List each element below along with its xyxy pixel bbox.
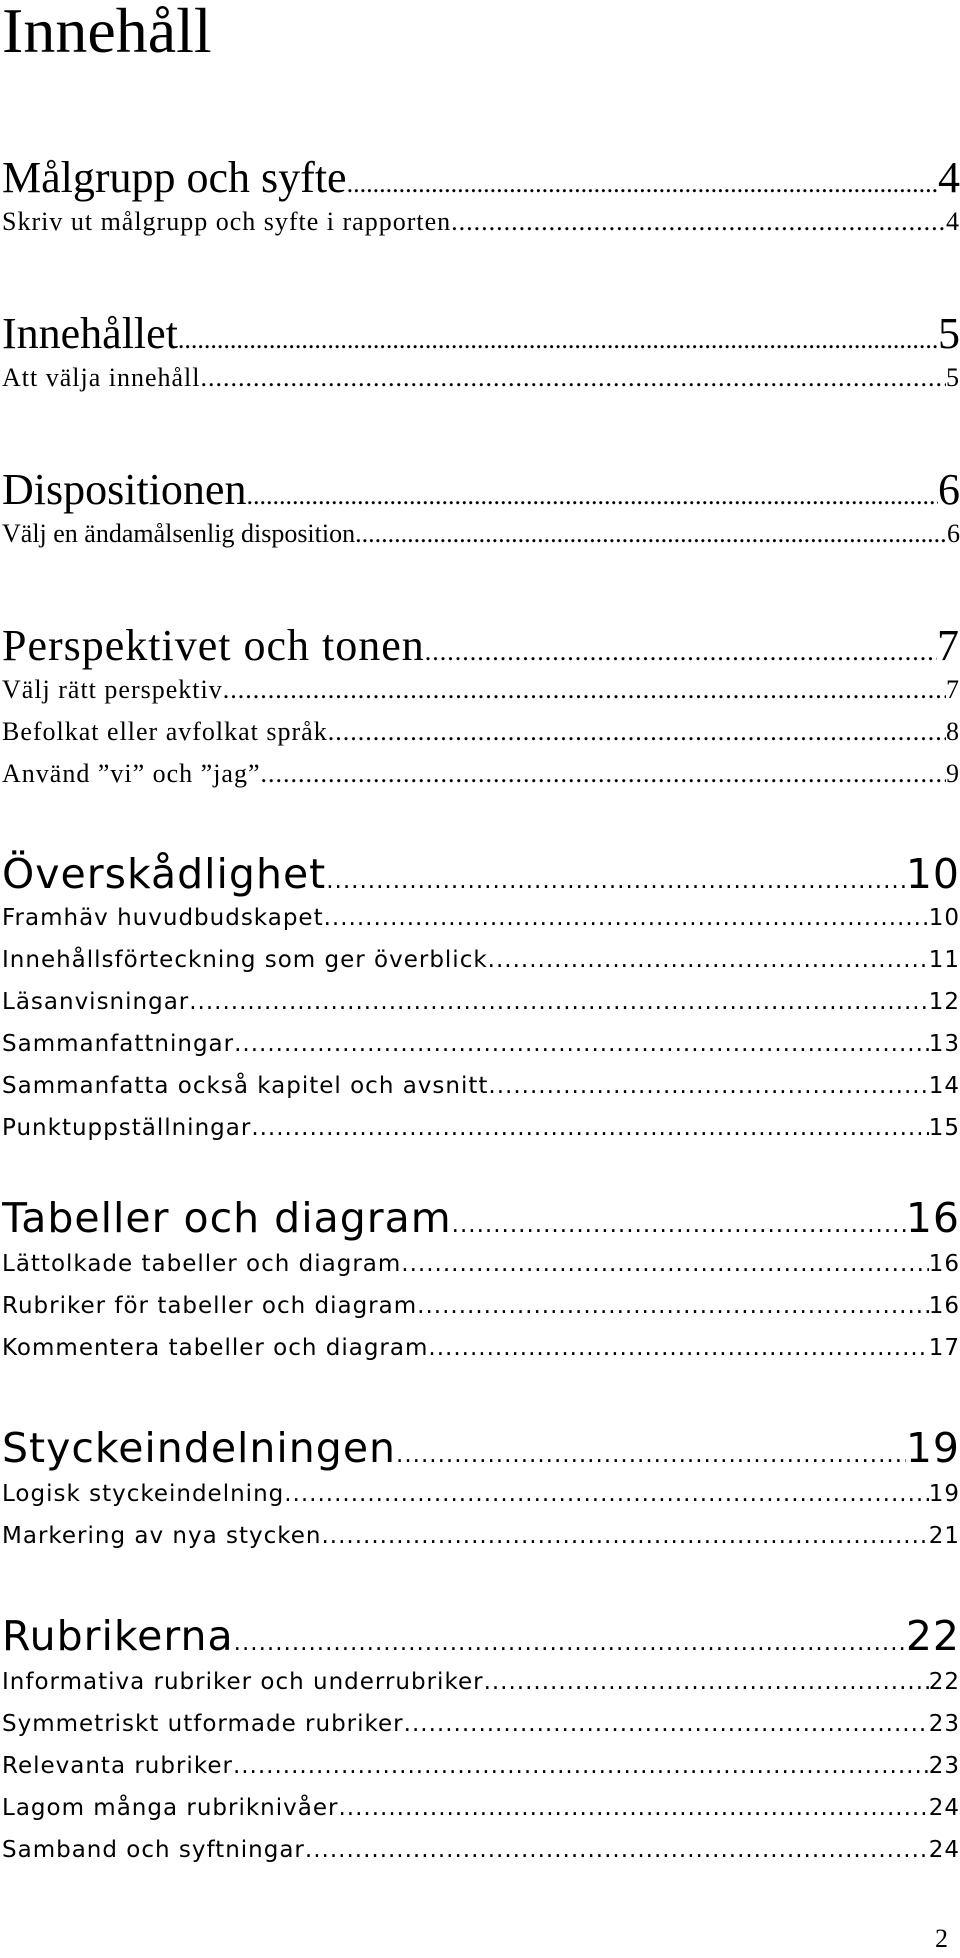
- toc-page-number: 13: [928, 1031, 960, 1057]
- dot-leader: [488, 944, 929, 976]
- toc-entry[interactable]: [2, 1112, 960, 1144]
- toc-heading-styckeindelningen[interactable]: [2, 1424, 960, 1479]
- dot-leader: [284, 1478, 928, 1510]
- toc-entry-label: Skriv ut målgrupp och syfte i rapporten: [2, 207, 452, 236]
- dot-leader: [452, 1201, 906, 1249]
- dot-leader: [326, 857, 906, 905]
- toc-entry[interactable]: [2, 1478, 960, 1510]
- toc-entry-label: Välj rätt perspektiv: [2, 675, 223, 704]
- toc-entry-label: Informativa rubriker och underrubriker: [2, 1669, 484, 1695]
- dot-leader: [328, 716, 946, 748]
- page-title: Innehåll: [2, 0, 212, 66]
- dot-leader: [451, 206, 946, 238]
- toc-page-number: 11: [928, 947, 960, 973]
- toc-entry[interactable]: [2, 362, 960, 394]
- toc-entry-label: Samband och syftningar: [2, 1837, 305, 1863]
- toc-page-number: 19: [905, 1424, 960, 1472]
- toc-heading-label: Perspektivet och tonen: [2, 622, 425, 670]
- page-number: 2: [935, 1924, 948, 1953]
- toc-entry[interactable]: [2, 1028, 960, 1060]
- dot-leader: [233, 1750, 929, 1782]
- toc-entry[interactable]: [2, 1666, 960, 1698]
- toc-heading-label: Dispositionen: [2, 466, 247, 514]
- toc-heading-malgrupp[interactable]: [2, 154, 960, 208]
- toc-entry-label: Punktuppställningar: [2, 1115, 252, 1141]
- toc-page-number: 16: [928, 1293, 960, 1319]
- toc-entry[interactable]: [2, 986, 960, 1018]
- toc-entry-label: Lagom många rubriknivåer: [2, 1795, 339, 1821]
- toc-page-number: 16: [905, 1194, 960, 1242]
- dot-leader: [396, 1431, 906, 1479]
- toc-page-number: 4: [946, 207, 960, 236]
- toc-entry[interactable]: [2, 1332, 960, 1364]
- toc-entry[interactable]: [2, 1834, 960, 1866]
- toc-entry[interactable]: [2, 1290, 960, 1322]
- toc-page-number: 22: [928, 1669, 960, 1695]
- toc-page-number: 21: [928, 1523, 960, 1549]
- toc-page-number: 8: [946, 717, 960, 746]
- toc-page-number: 17: [928, 1335, 960, 1361]
- toc-entry-label: Välj en ändamålsenlig disposition: [2, 519, 356, 548]
- toc-entry[interactable]: [2, 1750, 960, 1782]
- toc-page-number: 16: [928, 1251, 960, 1277]
- toc-heading-label: Innehållet: [2, 310, 178, 358]
- dot-leader: [234, 1028, 929, 1060]
- toc-entry-label: Relevanta rubriker: [2, 1753, 233, 1779]
- dot-leader: [324, 902, 929, 934]
- toc-entry[interactable]: [2, 902, 960, 934]
- toc-page-number: 7: [937, 622, 960, 670]
- toc-page-number: 10: [928, 905, 960, 931]
- toc-entry-label: Sammanfatta också kapitel och avsnitt: [2, 1073, 489, 1099]
- toc-page-number: 24: [928, 1837, 960, 1863]
- dot-leader: [234, 1619, 906, 1667]
- toc-page-number: 6: [938, 466, 960, 514]
- dot-leader: [178, 316, 938, 364]
- toc-heading-overskadlighet[interactable]: [2, 850, 960, 905]
- toc-entry-label: Framhäv huvudbudskapet: [2, 905, 324, 931]
- toc-entry[interactable]: [2, 758, 960, 790]
- dot-leader: [251, 1112, 928, 1144]
- dot-leader: [417, 1290, 929, 1322]
- toc-page-number: 6: [947, 519, 960, 548]
- toc-entry[interactable]: [2, 674, 960, 706]
- toc-heading-perspektivet[interactable]: [2, 622, 960, 676]
- dot-leader: [428, 1332, 928, 1364]
- toc-entry[interactable]: [2, 1520, 960, 1552]
- dot-leader: [321, 1520, 928, 1552]
- toc-heading-tabeller[interactable]: [2, 1194, 960, 1249]
- toc-entry[interactable]: [2, 716, 960, 748]
- toc-entry-label: Rubriker för tabeller och diagram: [2, 1293, 418, 1319]
- toc-page-number: 24: [928, 1795, 960, 1821]
- toc-entry[interactable]: [2, 1792, 960, 1824]
- toc-heading-label: Överskådlighet: [2, 850, 327, 898]
- toc-page-number: 15: [928, 1115, 960, 1141]
- toc-page-number: 7: [946, 675, 960, 704]
- toc-page-number: 9: [946, 759, 960, 788]
- dot-leader: [305, 1834, 929, 1866]
- toc-page-number: 10: [905, 850, 960, 898]
- dot-leader: [189, 986, 928, 1018]
- dot-leader: [404, 1708, 929, 1740]
- toc-entry-label: Sammanfattningar: [2, 1031, 235, 1057]
- dot-leader: [201, 362, 946, 394]
- toc-heading-label: Målgrupp och syfte: [2, 154, 347, 202]
- toc-heading-label: Styckeindelningen: [2, 1424, 397, 1472]
- toc-entry-label: Att välja innehåll: [2, 363, 201, 392]
- dot-leader: [425, 628, 937, 676]
- toc-heading-innehallet[interactable]: [2, 310, 960, 364]
- toc-entry[interactable]: [2, 206, 960, 238]
- toc-entry-label: Markering av nya stycken: [2, 1523, 322, 1549]
- dot-leader: [484, 1666, 929, 1698]
- dot-leader: [223, 674, 946, 706]
- toc-entry[interactable]: [2, 518, 960, 550]
- toc-entry[interactable]: [2, 944, 960, 976]
- toc-heading-dispositionen[interactable]: [2, 466, 960, 520]
- dot-leader: [401, 1248, 928, 1280]
- toc-entry[interactable]: [2, 1708, 960, 1740]
- toc-entry-label: Innehållsförteckning som ger överblick: [2, 947, 488, 973]
- toc-entry[interactable]: [2, 1070, 960, 1102]
- dot-leader: [488, 1070, 928, 1102]
- toc-entry-label: Symmetriskt utformade rubriker: [2, 1711, 404, 1737]
- toc-page-number: 12: [928, 989, 960, 1015]
- toc-entry-label: Läsanvisningar: [2, 989, 190, 1015]
- toc-entry[interactable]: [2, 1248, 960, 1280]
- dot-leader: [261, 758, 946, 790]
- toc-heading-label: Tabeller och diagram: [2, 1194, 452, 1242]
- toc-entry-label: Lättolkade tabeller och diagram: [2, 1251, 402, 1277]
- dot-leader: [355, 518, 947, 550]
- toc-page-number: 23: [928, 1753, 960, 1779]
- toc-page-number: 5: [946, 363, 960, 392]
- toc-entry-label: Logisk styckeindelning: [2, 1481, 285, 1507]
- dot-leader: [347, 160, 938, 208]
- toc-page-number: 4: [938, 154, 960, 202]
- toc-page-number: 23: [928, 1711, 960, 1737]
- dot-leader: [338, 1792, 928, 1824]
- toc-page-number: 5: [938, 310, 960, 358]
- toc-heading-label: Rubrikerna: [2, 1612, 234, 1660]
- toc-page-number: 19: [928, 1481, 960, 1507]
- toc-page-number: 14: [928, 1073, 960, 1099]
- toc-entry-label: Befolkat eller avfolkat språk: [2, 717, 328, 746]
- dot-leader: [246, 472, 938, 520]
- toc-heading-rubrikerna[interactable]: [2, 1612, 960, 1667]
- toc-entry-label: Kommentera tabeller och diagram: [2, 1335, 429, 1361]
- toc-page-number: 22: [905, 1612, 960, 1660]
- toc-entry-label: Använd ”vi” och ”jag”: [2, 759, 261, 788]
